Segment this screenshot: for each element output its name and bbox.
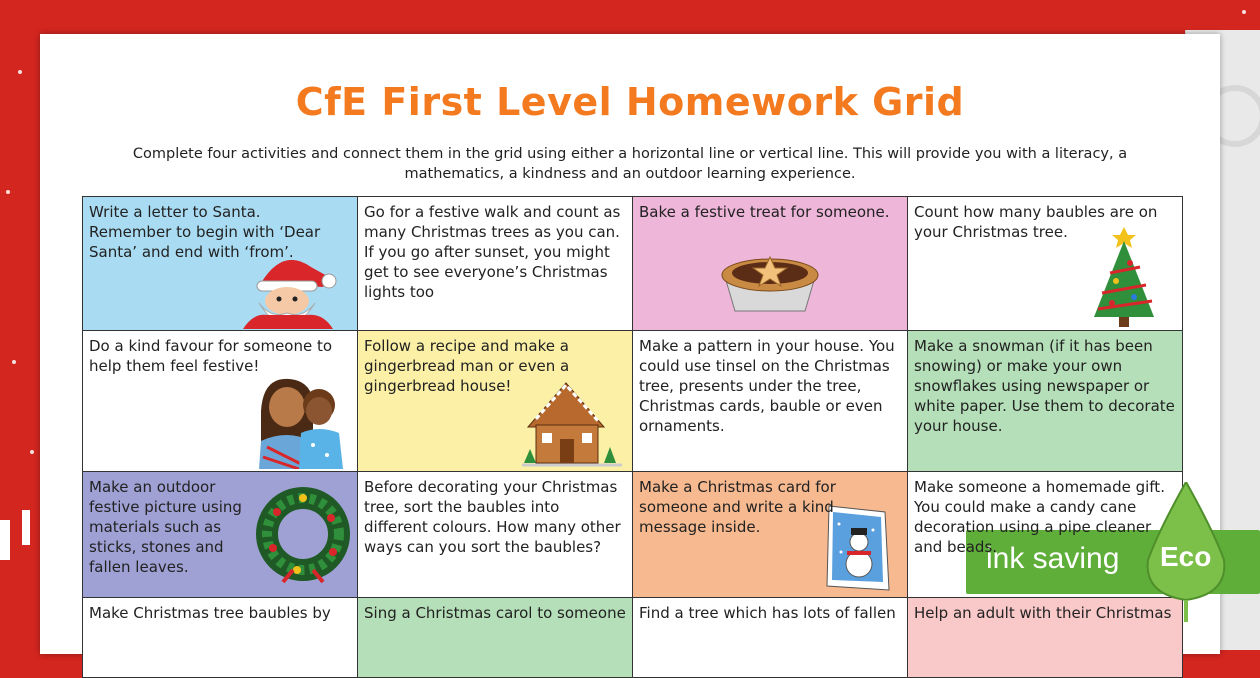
grid-cell[interactable] xyxy=(908,197,1183,331)
cell-text: Make a snowman (if it has been snowing) or make your own snowflakes using newspaper or white paper. Use them to decorate your house. xyxy=(914,337,1175,435)
grid-cell[interactable] xyxy=(908,331,1183,472)
cell-text: Count how many baubles are on your Christmas tree. xyxy=(914,203,1158,241)
grid-cell[interactable] xyxy=(633,331,908,472)
cell-text: Make Christmas tree baubles by xyxy=(89,604,331,622)
instructions: Complete four activities and connect them in the grid using either a horizontal line or vertical line. This will provide you with a literacy, a mathematics, a kindness and an outdoor learning experience. xyxy=(132,146,1128,182)
grid-cell[interactable] xyxy=(908,598,1183,678)
grid-cell[interactable] xyxy=(358,197,633,331)
cell-text: Find a tree which has lots of fallen xyxy=(639,604,896,622)
cell-text: Before decorating your Christmas tree, sort the baubles into different colours. How many other ways can you sort the baubles? xyxy=(364,478,621,556)
cell-text: Go for a festive walk and count as many Christmas trees as you can. If you go after sunset, you might get to see everyone’s Christmas lights too xyxy=(364,203,621,301)
cell-text: Help an adult with their Christmas xyxy=(914,604,1172,622)
cell-text: Follow a recipe and make a gingerbread man or even a gingerbread house! xyxy=(364,337,570,395)
cell-text: Make someone a homemade gift. You could make a candy cane decoration using a pipe cleaner and beads. xyxy=(914,478,1165,556)
cell-text: Write a letter to Santa. Remember to begin with ‘Dear Santa’ and end with ‘from’. xyxy=(89,203,321,261)
grid-cell[interactable] xyxy=(83,331,358,472)
hug-icon xyxy=(253,371,349,469)
wreath-icon xyxy=(253,478,353,590)
cell-text: Bake a festive treat for someone. xyxy=(639,203,890,221)
red-white-stripe-decoration xyxy=(0,500,38,560)
page-title: CfE First Level Homework Grid xyxy=(295,80,965,124)
mince-pie-icon xyxy=(715,239,825,315)
cell-text: Do a kind favour for someone to help them feel festive! xyxy=(89,337,333,375)
grid-cell[interactable] xyxy=(633,598,908,678)
grid-cell[interactable] xyxy=(358,472,633,598)
grid-cell[interactable] xyxy=(633,472,908,598)
eco-label: Eco xyxy=(1160,541,1212,572)
grid-cell[interactable] xyxy=(83,197,358,331)
grid-cell[interactable] xyxy=(83,472,358,598)
ink-saving-text: ink saving xyxy=(986,542,1120,575)
grid-cell[interactable] xyxy=(358,331,633,472)
cell-text: Make a Christmas card for someone and write a kind message inside. xyxy=(639,478,836,536)
grid-cell[interactable] xyxy=(83,598,358,678)
cell-text: Make an outdoor festive picture using materials such as sticks, stones and fallen leaves. xyxy=(89,478,242,576)
cell-text: Sing a Christmas carol to someone xyxy=(364,604,626,622)
grid-cell[interactable] xyxy=(358,598,633,678)
homework-grid xyxy=(82,196,1183,678)
grid-cell[interactable] xyxy=(633,197,908,331)
cell-text: Make a pattern in your house. You could use tinsel on the Christmas tree, presents under the tree, Christmas cards, bauble or even ornaments. xyxy=(639,337,895,435)
